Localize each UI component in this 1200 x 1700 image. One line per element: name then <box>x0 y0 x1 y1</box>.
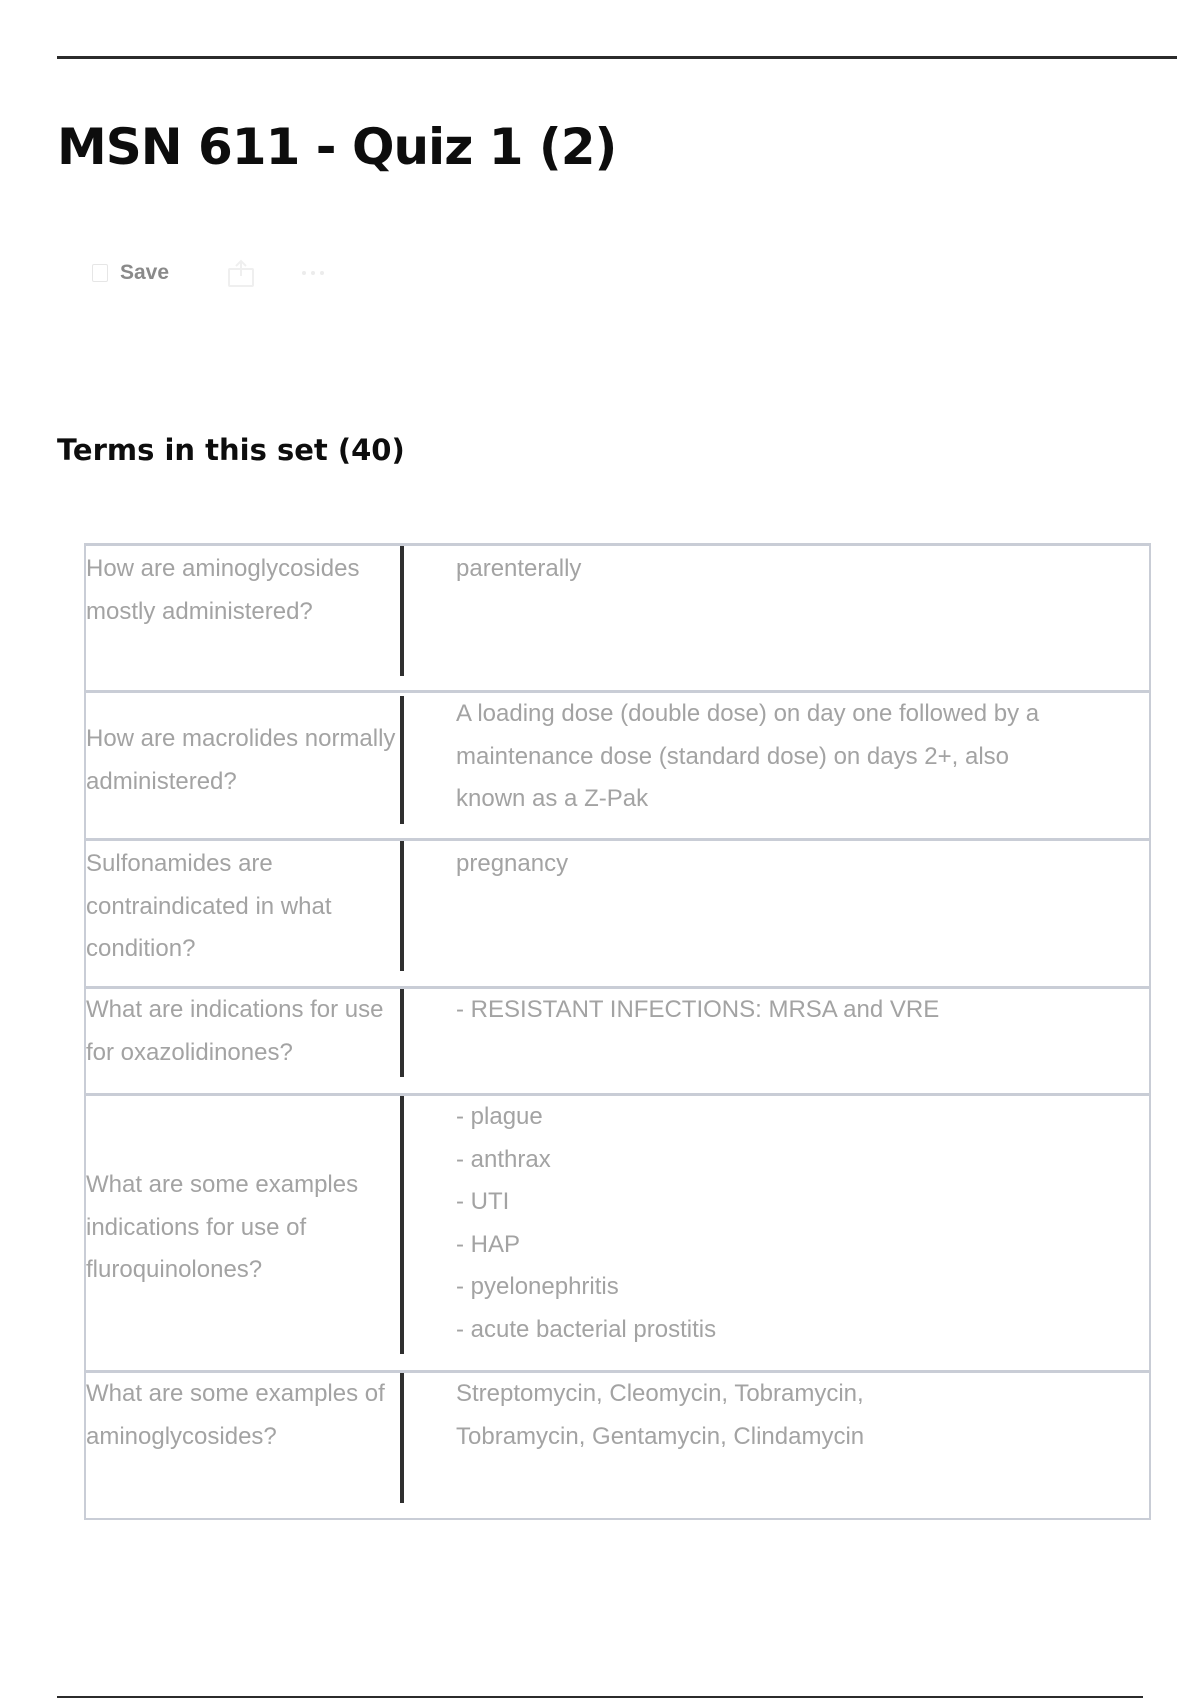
row-divider <box>400 546 404 676</box>
more-dot <box>302 271 306 275</box>
definition-text: A loading dose (double dose) on day one followed by a maintenance dose (standard dose) on days 2+, also known as a Z-Pak <box>456 700 1040 812</box>
row-divider <box>400 841 404 971</box>
term-text: How are aminoglycosides mostly administered? <box>86 555 360 625</box>
term-text: How are macrolides normally administered? <box>86 725 396 795</box>
share-button[interactable] <box>225 257 257 289</box>
terms-table <box>84 543 1151 1520</box>
row-divider <box>400 1096 404 1354</box>
definition-text: - plague - anthrax - UTI - HAP - pyelonephritis - acute bacterial prostitis <box>456 1103 717 1343</box>
term-row <box>86 838 1149 986</box>
term-row <box>86 986 1149 1093</box>
term-text: Sulfonamides are contraindicated in what condition? <box>86 850 332 962</box>
set-toolbar <box>92 258 333 288</box>
term-row <box>86 543 1149 690</box>
term-row <box>86 1093 1149 1370</box>
row-divider <box>400 989 404 1077</box>
save-label: Save <box>120 261 170 284</box>
definition-text: - RESISTANT INFECTIONS: MRSA and VRE <box>456 996 940 1023</box>
row-divider <box>400 1373 404 1503</box>
definition-text: Streptomycin, Cleomycin, Tobramycin, Tobramycin, Gentamycin, Clindamycin <box>456 1380 865 1450</box>
term-row <box>86 1370 1149 1518</box>
term-text: What are indications for use for oxazolidinones? <box>86 996 384 1066</box>
term-text: What are some examples indications for use of fluroquinolones? <box>86 1171 359 1284</box>
more-dot <box>311 271 315 275</box>
definition-text: parenterally <box>456 555 582 582</box>
top-divider <box>57 56 1177 59</box>
save-button[interactable] <box>92 261 169 285</box>
term-row <box>86 690 1149 838</box>
more-dot <box>320 271 324 275</box>
save-checkbox-icon <box>92 264 108 282</box>
more-options-button[interactable] <box>293 263 333 283</box>
share-icon <box>227 258 255 288</box>
terms-heading: Terms in this set (40) <box>57 433 405 467</box>
row-divider <box>400 696 404 824</box>
definition-text: pregnancy <box>456 850 569 877</box>
bottom-divider <box>57 1696 1143 1698</box>
page-title: MSN 611 - Quiz 1 (2) <box>57 118 617 176</box>
term-text: What are some examples of aminoglycosides? <box>86 1380 385 1450</box>
